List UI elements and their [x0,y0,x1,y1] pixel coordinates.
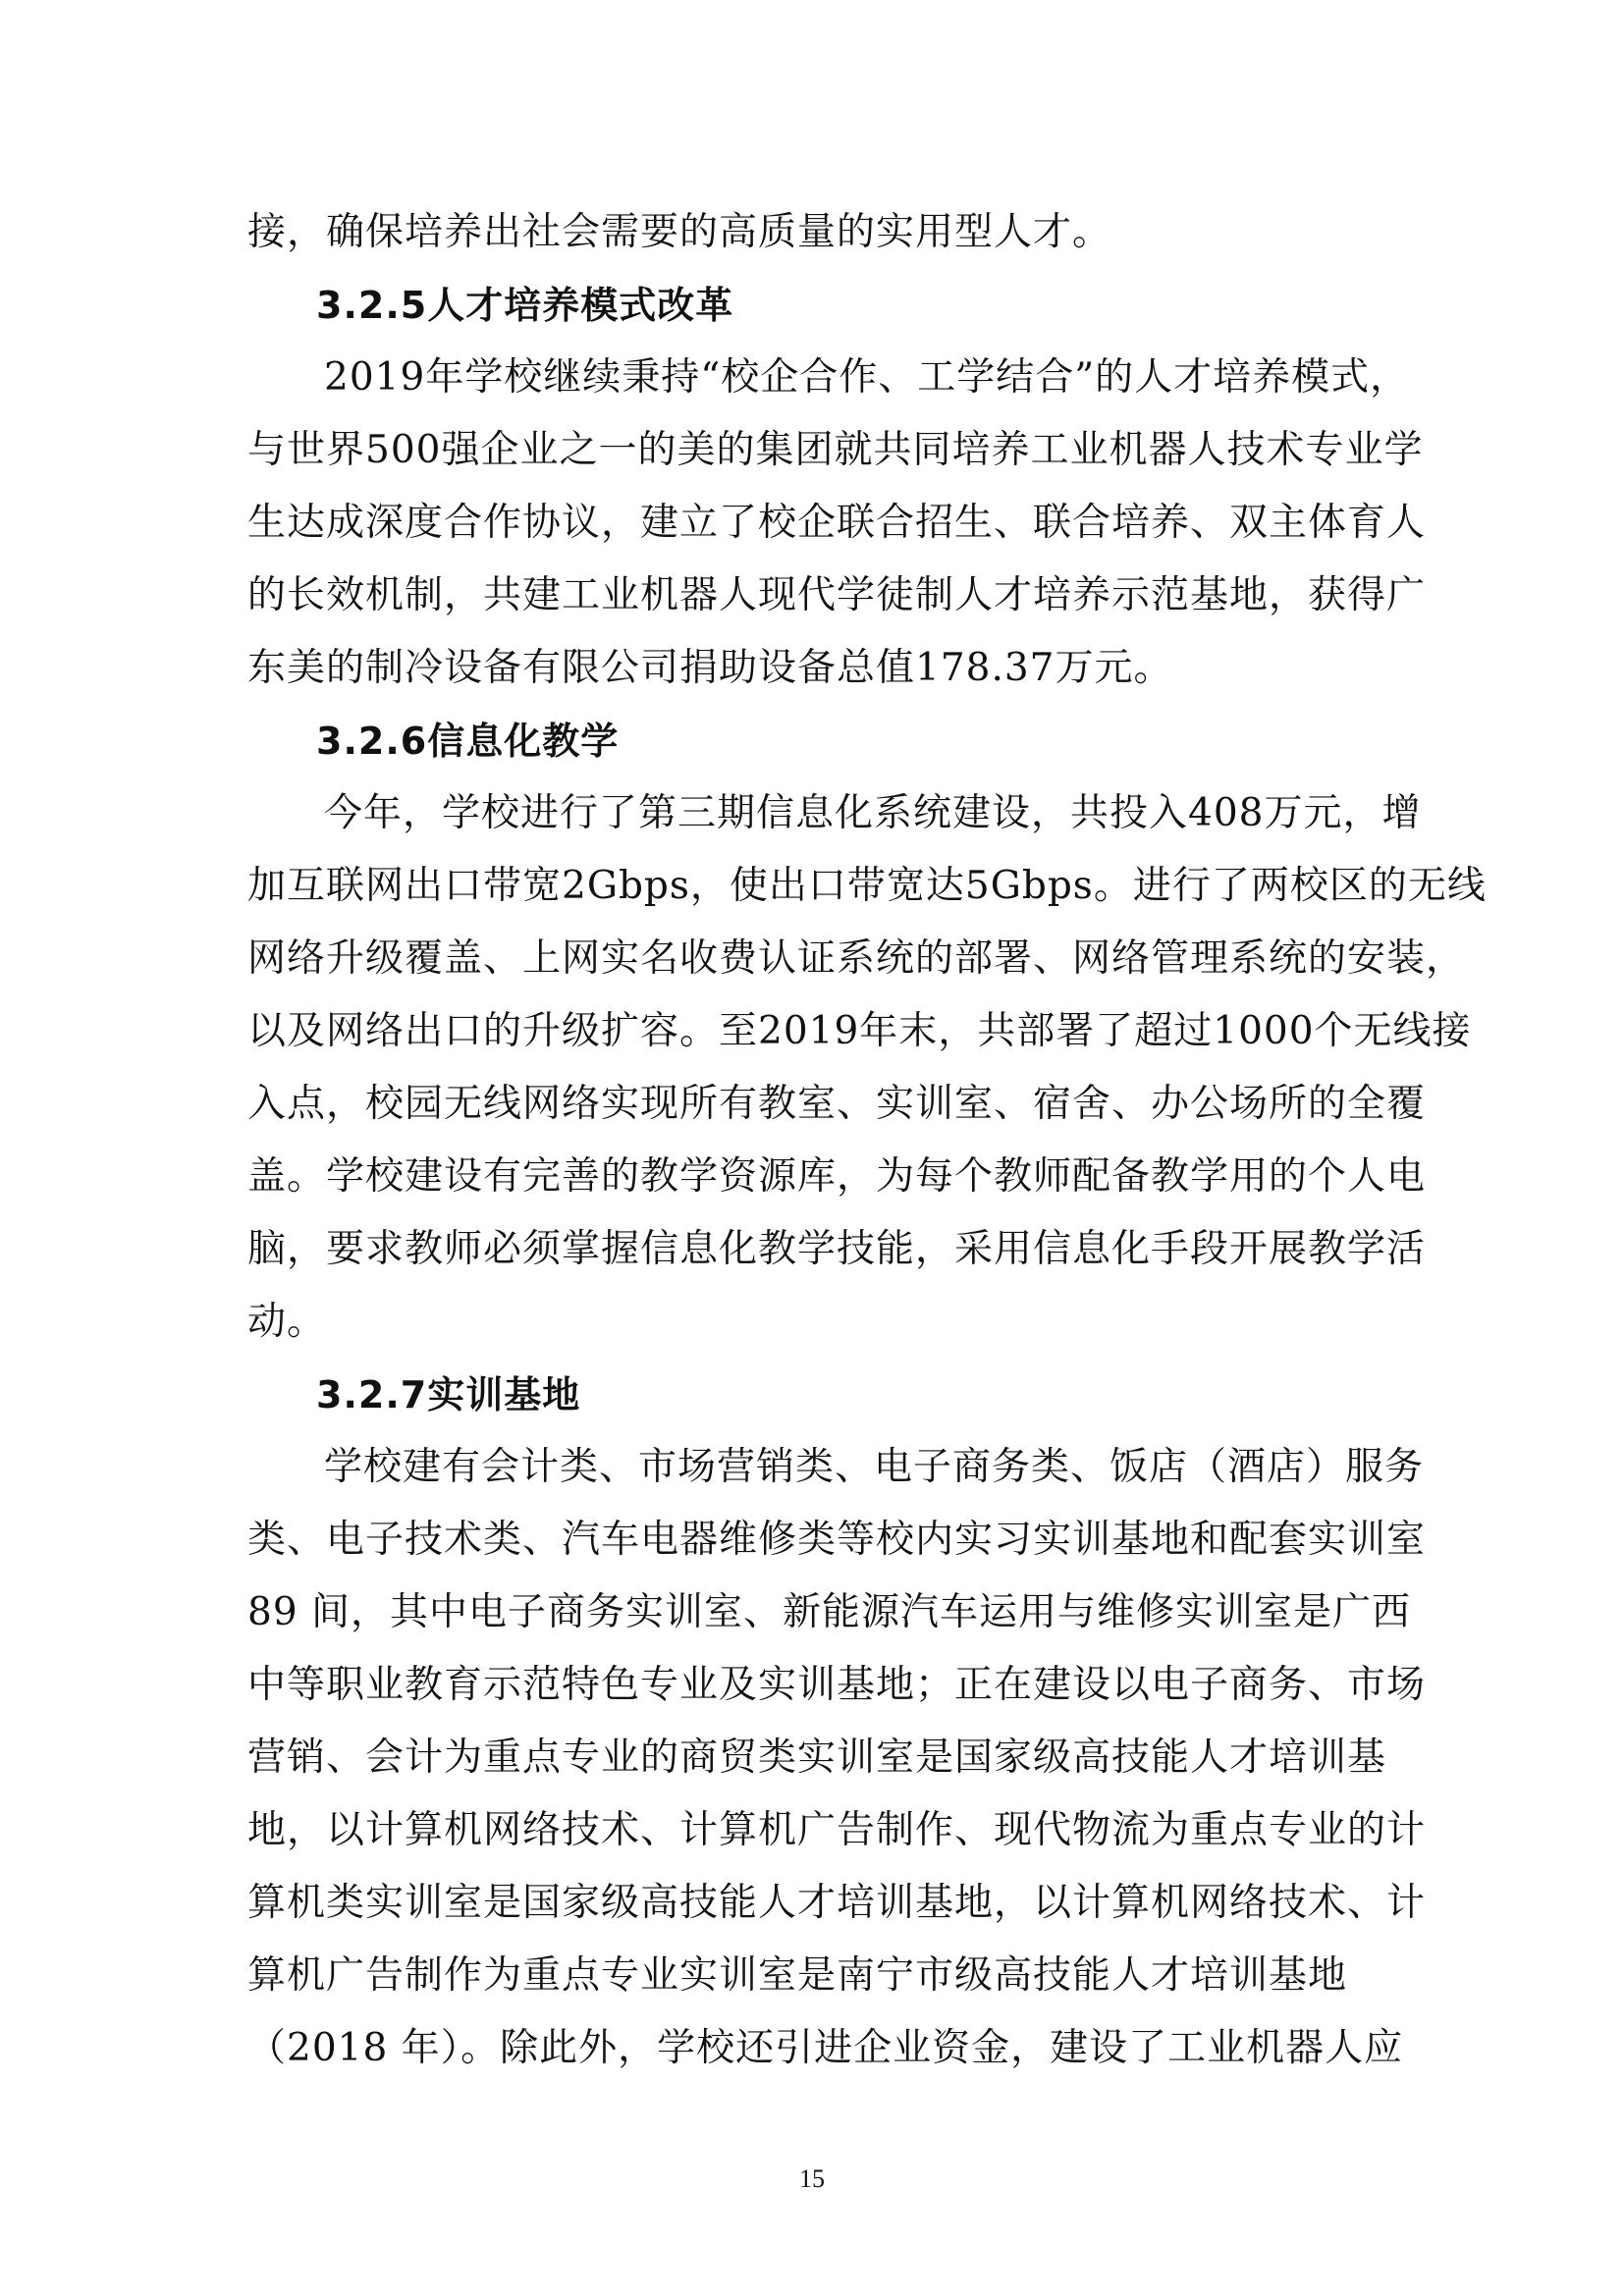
text-line: 加互联网出口带宽2Gbps，使出口带宽达5Gbps。进行了两校区的无线 [247,864,1487,908]
text-line: 盖。学校建设有完善的教学资源库，为每个教师配备教学用的个人电 [247,1154,1427,1199]
section-heading: 3.2.7实训基地 [316,1373,581,1416]
text-line: 学校建有会计类、市场营销类、电子商务类、饭店（酒店）服务 [324,1445,1425,1489]
text-line: 生达成深度合作协议，建立了校企联合招生、联合培养、双主体育人 [247,501,1427,545]
text-line: 类、电子技术类、汽车电器维修类等校内实习实训基地和配套实训室 [247,1518,1427,1562]
text-line: （2018 年）。除此外，学校还引进企业资金，建设了工业机器人应 [247,2026,1404,2070]
text-line: 算机广告制作为重点专业实训室是南宁市级高技能人才培训基地 [247,1953,1348,1998]
text-line: 东美的制冷设备有限公司捐助设备总值178.37万元。 [247,646,1173,690]
text-line: 以及网络出口的升级扩容。至2019年末，共部署了超过1000个无线接 [247,1009,1472,1053]
text-line: 中等职业教育示范特色专业及实训基地；正在建设以电子商务、市场 [247,1663,1427,1707]
section-heading: 3.2.5人才培养模式改革 [316,284,734,327]
text-line: 动。 [247,1300,327,1344]
text-line: 算机类实训室是国家级高技能人才培训基地，以计算机网络技术、计 [247,1881,1427,1925]
page-number: 15 [799,2164,825,2193]
text-line: 接，确保培养出社会需要的高质量的实用型人才。 [247,210,1112,254]
text-line: 网络升级覆盖、上网实名收费认证系统的部署、网络管理系统的安装， [247,936,1466,981]
text-line: 脑，要求教师必须掌握信息化教学技能，采用信息化手段开展教学活 [247,1227,1427,1271]
text-line: 地，以计算机网络技术、计算机广告制作、现代物流为重点专业的计 [247,1808,1427,1852]
text-line: 入点，校园无线网络实现所有教室、实训室、宿舍、办公场所的全覆 [247,1082,1427,1126]
section-heading: 3.2.6信息化教学 [316,720,620,763]
text-line: 2019年学校继续秉持“校企合作、工学结合”的人才培养模式， [324,355,1410,400]
text-line: 与世界500强企业之一的美的集团就共同培养工业机器人技术专业学 [247,428,1424,472]
text-line: 营销、会计为重点专业的商贸类实训室是国家级高技能人才培训基 [247,1735,1387,1780]
text-line: 89 间，其中电子商务实训室、新能源汽车运用与维修实训室是广西 [247,1590,1412,1634]
text-line: 今年，学校进行了第三期信息化系统建设，共投入408万元，增 [324,791,1422,835]
text-line: 的长效机制，共建工业机器人现代学徒制人才培养示范基地，获得广 [247,573,1427,617]
